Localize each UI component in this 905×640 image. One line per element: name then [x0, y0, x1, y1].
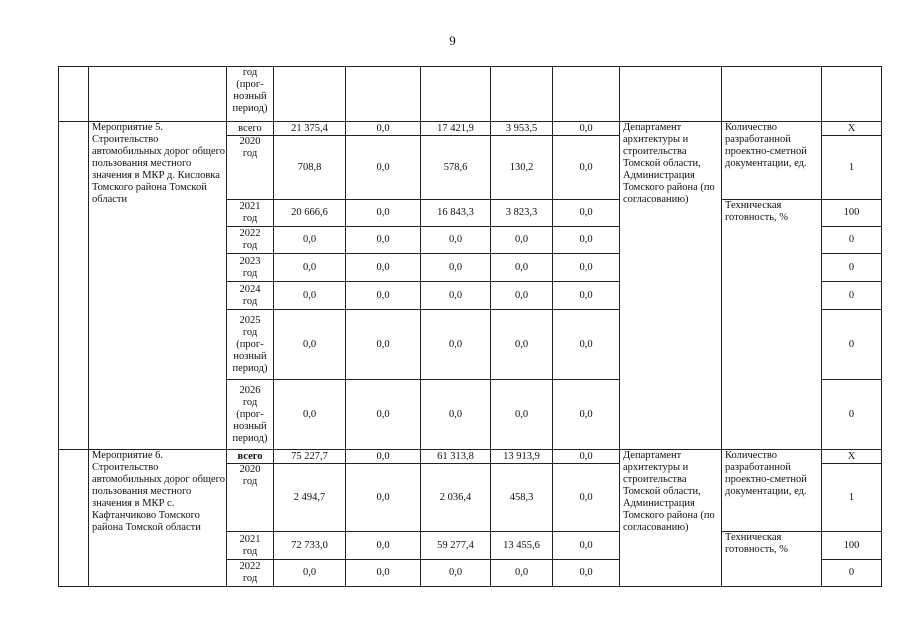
value-cell: [553, 67, 620, 122]
value-regional: 61 313,8: [421, 450, 491, 464]
value-local: 13 455,6: [491, 532, 553, 560]
value-other: 0,0: [553, 200, 620, 227]
value-total: 20 666,6: [274, 200, 346, 227]
value-other: 0,0: [553, 380, 620, 450]
value-regional: 578,6: [421, 136, 491, 200]
value-total: 75 227,7: [274, 450, 346, 464]
indicator-value: 0: [822, 282, 882, 310]
indicator-value: 0: [822, 380, 882, 450]
value-other: 0,0: [553, 450, 620, 464]
period-label: всего: [238, 122, 262, 134]
table-row: [59, 450, 882, 464]
value-local: 0,0: [491, 380, 553, 450]
value-local: 3 823,3: [491, 200, 553, 227]
page-number: 9: [449, 33, 456, 48]
indicator-name: Количество разработанной проектно-сметной документации, ед.: [722, 122, 822, 200]
value-regional: 0,0: [421, 380, 491, 450]
executor: Департамент архитектуры и строительства Томской области, Администрация Томского района (по согласованию): [620, 122, 722, 450]
measure-title: Мероприятие 6. Строительство автомобильных дорог общего пользования местного значения в МКР с. Кафтанчиково Томского района Томской области: [89, 450, 227, 587]
value-regional: 0,0: [421, 560, 491, 587]
value-local: 3 953,5: [491, 122, 553, 136]
value-other: 0,0: [553, 227, 620, 254]
desc-cell: [89, 67, 227, 122]
value-federal: 0,0: [346, 560, 421, 587]
period-cell: [227, 464, 274, 532]
executor-cell: [620, 67, 722, 122]
indicator-value: 1: [822, 136, 882, 200]
value-cell: [346, 67, 421, 122]
indicator-value: Х: [822, 450, 882, 464]
period-label: всего: [237, 450, 263, 462]
value-cell: [491, 67, 553, 122]
value-total: 0,0: [274, 254, 346, 282]
value-other: 0,0: [553, 560, 620, 587]
value-total: 2 494,7: [274, 464, 346, 532]
indicator-value: 100: [822, 532, 882, 560]
period-label: 2020 год: [239, 136, 261, 159]
value-cell: [274, 67, 346, 122]
indicator-name: Количество разработанной проектно-сметной документации, ед.: [722, 450, 822, 532]
period-cell: [227, 450, 274, 464]
value-federal: 0,0: [346, 464, 421, 532]
period-cell: [227, 122, 274, 136]
indicator-name: Техническая готовность, %: [722, 532, 822, 587]
period-label: 2020 год: [239, 464, 261, 487]
period-label: 2022 год: [227, 227, 274, 254]
measure-title: Мероприятие 5. Строительство автомобильных дорог общего пользования местного значения в МКР д. Кисловка Томского района Томской области: [89, 122, 227, 450]
indicator-value: 0: [822, 560, 882, 587]
value-federal: 0,0: [346, 380, 421, 450]
value-total: 0,0: [274, 560, 346, 587]
value-federal: 0,0: [346, 122, 421, 136]
indicator-name-cell: [722, 67, 822, 122]
value-federal: 0,0: [346, 532, 421, 560]
value-cell: [421, 67, 491, 122]
period-cell: [227, 136, 274, 200]
value-other: 0,0: [553, 282, 620, 310]
value-federal: 0,0: [346, 136, 421, 200]
value-total: 0,0: [274, 227, 346, 254]
num-cell: [59, 122, 89, 450]
value-other: 0,0: [553, 136, 620, 200]
indicator-value: Х: [822, 122, 882, 136]
value-federal: 0,0: [346, 200, 421, 227]
indicator-value: 0: [822, 254, 882, 282]
value-federal: 0,0: [346, 450, 421, 464]
value-regional: 0,0: [421, 227, 491, 254]
value-federal: 0,0: [346, 254, 421, 282]
value-regional: 2 036,4: [421, 464, 491, 532]
indicator-value-cell: [822, 67, 882, 122]
indicator-value: 100: [822, 200, 882, 227]
period-label: 2021 год: [227, 200, 274, 227]
indicator-value: 0: [822, 227, 882, 254]
value-local: 0,0: [491, 254, 553, 282]
period-label: 2023 год: [227, 254, 274, 282]
value-local: 0,0: [491, 310, 553, 380]
value-regional: 0,0: [421, 282, 491, 310]
value-other: 0,0: [553, 532, 620, 560]
table-row: [59, 122, 882, 136]
table-row: [59, 67, 882, 122]
value-total: 72 733,0: [274, 532, 346, 560]
value-local: 0,0: [491, 227, 553, 254]
value-other: 0,0: [553, 254, 620, 282]
value-total: 708,8: [274, 136, 346, 200]
period-label: 2026 год (прог- нозный период): [227, 380, 274, 450]
value-regional: 17 421,9: [421, 122, 491, 136]
value-local: 0,0: [491, 560, 553, 587]
value-total: 0,0: [274, 380, 346, 450]
value-local: 458,3: [491, 464, 553, 532]
value-total: 0,0: [274, 310, 346, 380]
value-regional: 16 843,3: [421, 200, 491, 227]
value-regional: 0,0: [421, 254, 491, 282]
period-label: 2021 год: [227, 532, 274, 560]
value-total: 21 375,4: [274, 122, 346, 136]
budget-table: [58, 66, 882, 587]
value-other: 0,0: [553, 310, 620, 380]
indicator-value: 0: [822, 310, 882, 380]
value-local: 13 913,9: [491, 450, 553, 464]
value-other: 0,0: [553, 122, 620, 136]
period-cell: [227, 67, 274, 122]
value-regional: 59 277,4: [421, 532, 491, 560]
period-label: 2022 год: [227, 560, 274, 587]
period-label: год (прог- нозный период): [232, 67, 268, 114]
value-federal: 0,0: [346, 282, 421, 310]
value-federal: 0,0: [346, 310, 421, 380]
num-cell: [59, 67, 89, 122]
value-regional: 0,0: [421, 310, 491, 380]
value-federal: 0,0: [346, 227, 421, 254]
period-label: 2025 год (прог- нозный период): [227, 310, 274, 380]
value-other: 0,0: [553, 464, 620, 532]
num-cell: [59, 450, 89, 587]
value-local: 130,2: [491, 136, 553, 200]
period-label: 2024 год: [227, 282, 274, 310]
executor: Департамент архитектуры и строительства Томской области, Администрация Томского района (по согласованию): [620, 450, 722, 587]
value-total: 0,0: [274, 282, 346, 310]
indicator-name: Техническая готовность, %: [722, 200, 822, 450]
value-local: 0,0: [491, 282, 553, 310]
indicator-value: 1: [822, 464, 882, 532]
